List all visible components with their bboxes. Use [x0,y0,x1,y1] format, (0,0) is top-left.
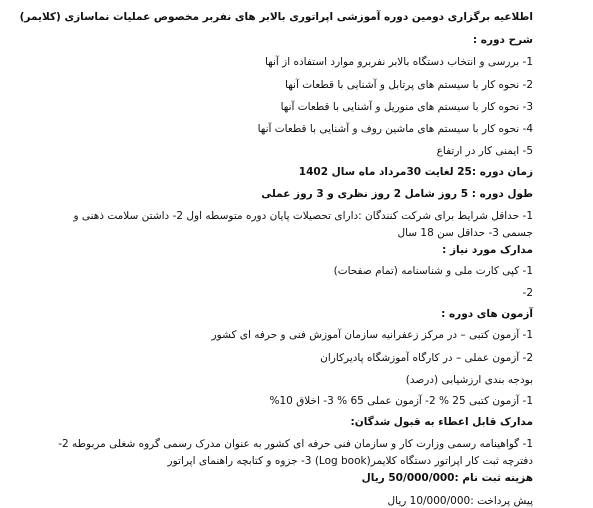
description-item: 2- نحوه کار با سیستم های پرتابل و آشنایی با قطعات آنها [285,79,533,91]
documents-heading: مدارک مورد نیاز : [442,244,533,256]
cut-off-line: پیش پرداخت :10/000/000 ریال [387,495,533,507]
exam-scores: 1- آزمون کتبی 25 % 2- آزمون عملی 65 % 3- اخلاق 10% [269,395,533,407]
registration-fee: هزینه ثبت نام :50/000/000 ریال [361,472,533,484]
documents-item: 2- [522,287,533,299]
course-duration: طول دوره : 5 روز شامل 2 روز نظری و 3 روز عملی [261,188,533,200]
description-item: 4- نحوه کار با سیستم های ماشین روف و آشنایی با قطعات آنها [257,123,533,135]
exams-item: 1- آزمون کتبی – در مرکز زعفرانیه سازمان آموزش فنی و حرفه ای کشور [211,329,533,341]
description-heading: شرح دوره : [472,34,533,46]
exams-item: 2- آزمون عملی – در کارگاه آموزشگاه پادیرکاران [320,352,533,364]
exams-heading: آزمون های دوره : [441,308,533,320]
certificates-heading: مدارک قابل اعطاء به قبول شدگان: [350,416,533,428]
document-title: اطلاعیه برگزاری دومین دوره آموزشی اپراتوری بالابر های نفربر مخصوص عملیات نماسازی (کلایمر) [19,11,533,23]
documents-item: 1- کپی کارت ملی و شناسنامه (تمام صفحات) [333,265,533,277]
course-time: زمان دوره :25 لغایت 30مرداد ماه سال 1402 [298,166,533,178]
description-item: 1- بررسی و انتخاب دستگاه بالابر نفربرو موارد استفاده از آنها [264,56,533,68]
description-item: 5- ایمنی کار در ارتفاع [436,145,533,157]
certificates-text: 1- گواهینامه رسمی وزارت کار و سازمان فنی حرفه ای کشور به عنوان مدرک رسمی گروه شغلی مربوطه 2- دفترچه ثبت کار اپراتور دستگاه کلایمر(Log book) 3- جزوه و کتابچه راهنمای اپراتور [58,438,533,467]
budget-label: بودجه بندی ارزشیابی (درصد) [405,374,533,386]
entry-conditions: 1- حداقل شرایط برای شرکت کنندگان :دارای تحصیلات پایان دوره متوسطه اول 2- داشتن سلامت ذهنی و جسمی 3- حداقل سن 18 سال [73,210,533,239]
description-item: 3- نحوه کار با سیستم های منوریل و آشنایی با قطعات آنها [280,101,533,113]
